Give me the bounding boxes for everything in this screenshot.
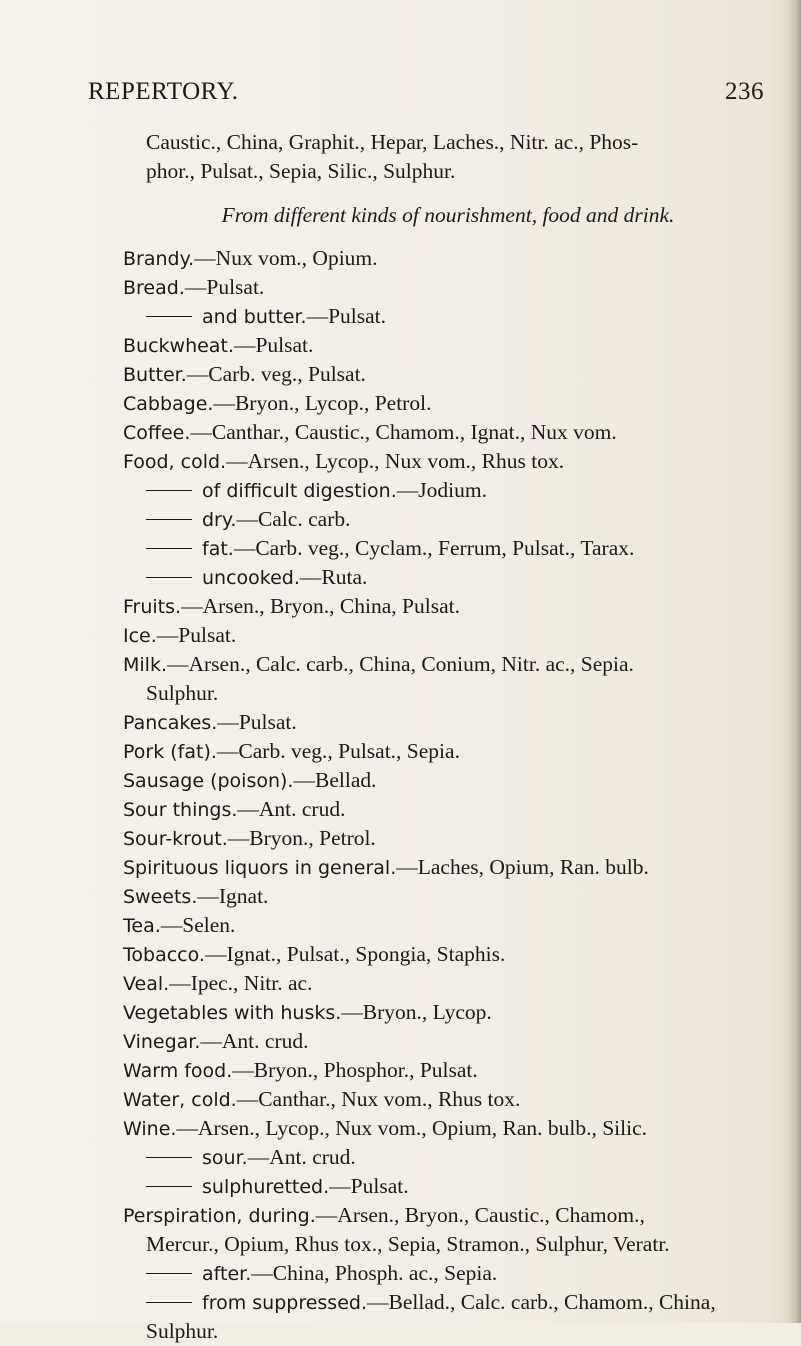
repertory-entry [123,998,773,1027]
entry-remedies: —Bryon., Phosphor., Pulsat. [232,1058,478,1082]
repertory-entry [123,1027,773,1056]
entry-keyword: Wine. [123,1118,177,1140]
entry-remedies: —Arsen., Bryon., Caustic., Chamom., [315,1203,645,1227]
ditto-dash [146,1273,192,1274]
entry-keyword: Fruits. [123,596,182,618]
entry-keyword: fat. [202,538,234,560]
repertory-entry [123,650,773,679]
entry-keyword: Sausage (poison). [123,770,294,792]
entry-keyword: Butter. [123,364,187,386]
repertory-entry [123,360,773,389]
running-header [88,78,764,112]
repertory-entry [123,476,773,505]
entry-remedies: —Carb. veg., Pulsat. [186,362,366,386]
entry-remedies: —Carb. veg., Cyclam., Ferrum, Pulsat., Tarax. [233,536,635,560]
ditto-dash [146,1186,192,1187]
entry-keyword: Warm food. [123,1060,233,1082]
entry-keyword: Pork (fat). [123,741,217,763]
repertory-entry [123,273,773,302]
entry-remedies: —Selen. [160,913,236,937]
entry-remedies: —Arsen., Bryon., China, Pulsat. [181,594,460,618]
entry-keyword: Coffee. [123,422,191,444]
entry-remedies: —Ruta. [299,565,368,589]
repertory-entry [123,737,773,766]
repertory-entry [123,882,773,911]
ditto-dash [146,490,192,491]
entry-remedies: —Bryon., Lycop. [341,1000,492,1024]
entry-keyword: Tobacco. [123,944,205,966]
entry-keyword: Brandy. [123,248,195,270]
entry-keyword: uncooked. [202,567,300,589]
entry-keyword: and butter. [202,306,307,328]
repertory-entry [123,1143,773,1172]
entry-remedies: —Bellad., Calc. carb., Chamom., China, [367,1290,716,1314]
entry-keyword: Veal. [123,973,170,995]
entry-keyword: Milk. [123,654,167,676]
entry-keyword: Pancakes. [123,712,218,734]
repertory-entry [123,418,773,447]
repertory-entry [123,447,773,476]
entry-remedies: —Pulsat. [156,623,237,647]
repertory-entry [123,911,773,940]
entry-keyword: Food, cold. [123,451,227,473]
repertory-entry [123,621,773,650]
repertory-entry [123,244,773,273]
entry-keyword: Bread. [123,277,185,299]
entry-remedies: —Ant. crud. [200,1029,309,1053]
entry-remedies: —Arsen., Lycop., Nux vom., Rhus tox. [226,449,565,473]
entry-remedies: —Canthar., Caustic., Chamom., Ignat., Nux vom. [190,420,617,444]
repertory-entry [123,1085,773,1114]
repertory-entry [123,1114,773,1143]
entry-keyword: Vegetables with husks. [123,1002,342,1024]
entry-remedies: —Canthar., Nux vom., Rhus tox. [236,1087,521,1111]
entry-remedies: —Ant. crud. [247,1145,356,1169]
entry-remedies: —Carb. veg., Pulsat., Sepia. [216,739,460,763]
entry-continuation: Mercur., Opium, Rhus tox., Sepia, Stramon., Sulphur, Veratr. [146,1232,670,1256]
entry-keyword: of difficult digestion. [202,480,397,502]
repertory-entry [123,331,773,360]
entry-remedies: —Bellad. [293,768,377,792]
entry-keyword: Sour things. [123,799,238,821]
repertory-entry [123,505,773,534]
page-body [123,128,773,1346]
entry-remedies: —Bryon., Petrol. [227,826,376,850]
entry-remedies: —Laches, Opium, Ran. bulb. [396,855,649,879]
running-title: REPERTORY. [88,78,239,105]
entry-remedies: —Pulsat. [306,304,387,328]
repertory-entry [123,1172,773,1201]
entry-keyword: Tea. [123,915,161,937]
repertory-entry [123,534,773,563]
repertory-entry [123,302,773,331]
entry-keyword: dry. [202,509,237,531]
entry-remedies: —China, Phosph. ac., Sepia. [251,1261,498,1285]
entry-keyword: Perspiration, during. [123,1205,316,1227]
repertory-entry [123,969,773,998]
entry-remedies: —Jodium. [396,478,487,502]
entry-remedies: —Ignat., Pulsat., Spongia, Staphis. [204,942,506,966]
ditto-dash [146,519,192,520]
entry-keyword: Spirituous liquors in general. [123,857,397,879]
entry-keyword: Buckwheat. [123,335,234,357]
page-number: 236 [725,78,764,105]
entry-keyword: Ice. [123,625,157,647]
repertory-entry [123,766,773,795]
entry-remedies: —Pulsat. [329,1174,409,1198]
entry-remedies: —Ignat. [197,884,269,908]
repertory-entry [123,940,773,969]
entry-keyword: sour. [202,1147,248,1169]
repertory-entry [123,1201,773,1230]
entry-continuation: Sulphur. [146,681,219,705]
entry-remedies: —Pulsat. [217,710,297,734]
ditto-dash [146,1157,192,1158]
repertory-entry [123,563,773,592]
entry-remedies: —Arsen., Calc. carb., China, Conium, Nitr. ac., Sepia. [167,652,634,676]
repertory-entry [123,708,773,737]
entry-remedies: —Ant. crud. [237,797,346,821]
repertory-entry [123,853,773,882]
repertory-entry [123,1056,773,1085]
entry-remedies: —Ipec., Nitr. ac. [169,971,313,995]
repertory-entry [123,1259,773,1288]
entry-keyword: Sweets. [123,886,198,908]
ditto-dash [146,548,192,549]
entry-keyword: Water, cold. [123,1089,237,1111]
ditto-dash [146,1302,192,1303]
entry-remedies: —Pulsat. [184,275,265,299]
repertory-entry [123,795,773,824]
entry-list [123,244,773,1346]
entry-remedies: —Calc. carb. [236,507,351,531]
repertory-entry [123,824,773,853]
intro-line: phor., Pulsat., Sepia, Silic., Sulphur. [146,159,456,183]
entry-remedies: —Pulsat. [233,333,314,357]
entry-remedies: —Arsen., Lycop., Nux vom., Opium, Ran. bulb., Silic. [176,1116,648,1140]
entry-keyword: sulphuretted. [202,1176,330,1198]
section-heading: From different kinds of nourishment, food and drink. [221,203,675,227]
entry-keyword: after. [202,1263,252,1285]
repertory-entry [123,592,773,621]
entry-keyword: Vinegar. [123,1031,201,1053]
entry-continuation: Sulphur. [146,1319,219,1343]
repertory-entry [123,389,773,418]
entry-keyword: Cabbage. [123,393,214,415]
ditto-dash [146,316,192,317]
intro-line: Caustic., China, Graphit., Hepar, Laches., Nitr. ac., Phos- [146,130,639,154]
entry-keyword: Sour-krout. [123,828,228,850]
page-edge [787,0,801,1323]
entry-keyword: from suppressed. [202,1292,367,1314]
ditto-dash [146,577,192,578]
entry-remedies: —Nux vom., Opium. [194,246,378,270]
repertory-entry [123,1288,773,1317]
entry-remedies: —Bryon., Lycop., Petrol. [213,391,432,415]
